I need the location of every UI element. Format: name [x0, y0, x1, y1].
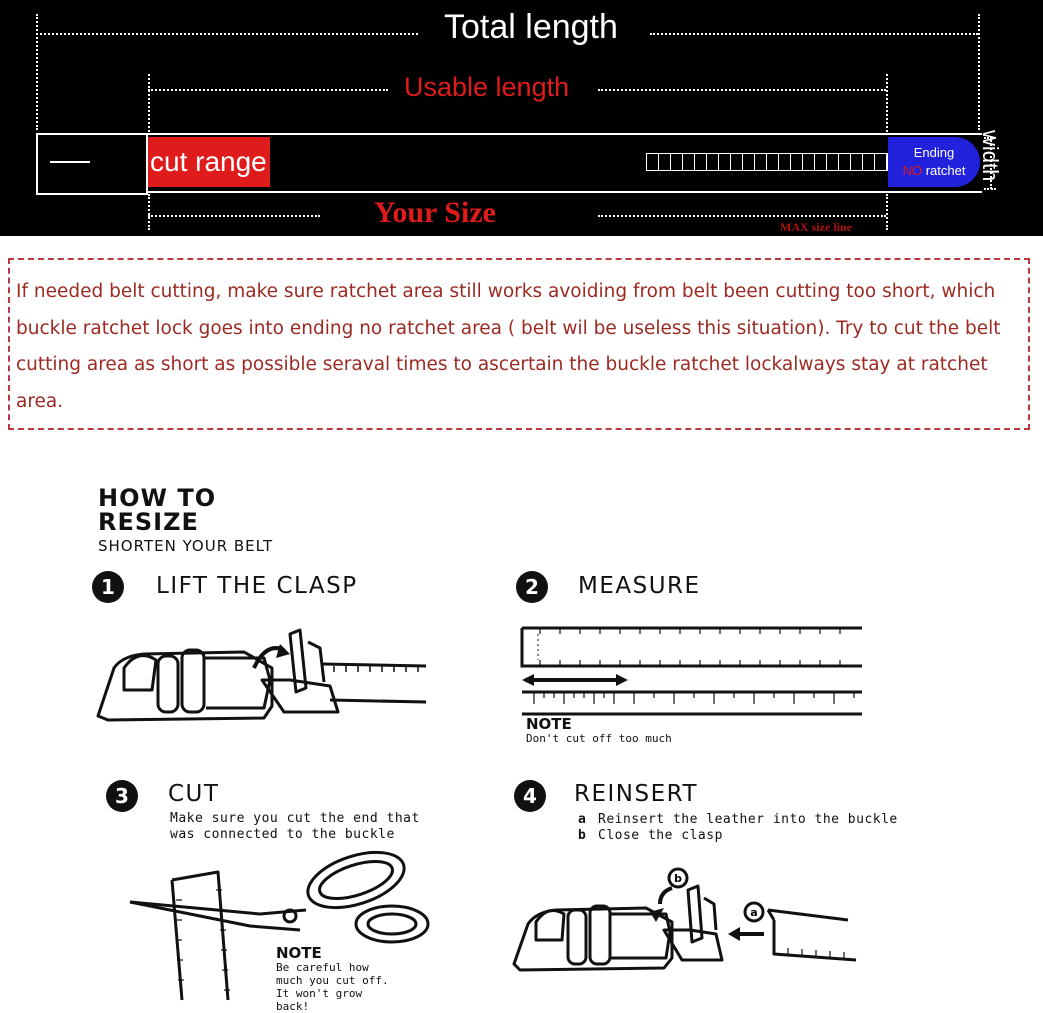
- your-size-line-left: [148, 215, 320, 217]
- step-4-a-label: a: [578, 812, 587, 827]
- guide-subtitle: SHORTEN YOUR BELT: [98, 537, 274, 555]
- usable-length-line-left: [148, 89, 388, 91]
- total-length-left-tick: [36, 14, 38, 130]
- belt-dimension-diagram: [0, 0, 1043, 236]
- your-size-label: Your Size: [374, 196, 496, 229]
- step-1-number: 1: [92, 571, 124, 603]
- illus-label-b: b: [674, 872, 682, 885]
- width-bottom-tick: [984, 188, 996, 190]
- measure-illustration: [520, 624, 866, 716]
- ratchet-teeth: [646, 153, 888, 171]
- step-2-title: MEASURE: [578, 573, 701, 599]
- step-3-title: CUT: [168, 781, 220, 807]
- usable-length-left-tick: [148, 74, 150, 132]
- your-size-right-tick: [886, 194, 888, 230]
- guide-title: HOW TO RESIZE: [98, 484, 217, 536]
- step-3-note-text: Be careful how much you cut off. It won't grow back!: [276, 961, 389, 1013]
- buckle-mark: [50, 161, 90, 163]
- reinsert-illustration: [510, 868, 860, 978]
- warning-note-text: If needed belt cutting, make sure ratchet area still works avoiding from belt been cutting too short, which buckle ratchet lock goes into ending no ratchet area ( belt wil be useless this situation). Try to cut the belt cutting area as short as possible seraval times to ascertain the buckle ratchet lockalways stay at ratchet area.: [16, 281, 1001, 412]
- step-4-number: 4: [514, 780, 546, 812]
- step-3-number: 3: [106, 780, 138, 812]
- usable-length-label: Usable length: [404, 72, 570, 102]
- step-4-title: REINSERT: [574, 781, 698, 807]
- step-1-title: LIFT THE CLASP: [156, 573, 358, 599]
- your-size-line-right: [598, 215, 886, 217]
- ending-no-ratchet-zone: [888, 137, 980, 187]
- step-2-note-title: NOTE: [526, 715, 572, 733]
- total-length-line-right: [650, 33, 978, 35]
- total-length-right-tick: [978, 14, 980, 130]
- ending-label: Ending: [913, 145, 955, 160]
- max-size-line-label: MAX size line: [780, 220, 852, 234]
- step-3-text: Make sure you cut the end that was connected to the buckle: [170, 811, 420, 842]
- step-2-note-text: Don't cut off too much: [526, 732, 672, 745]
- no-ratchet-label: NO ratchet: [902, 163, 966, 178]
- width-label: width: [978, 130, 1003, 182]
- step-2-number: 2: [516, 571, 548, 603]
- buckle-end: [36, 133, 148, 195]
- usable-length-right-tick: [886, 74, 888, 132]
- step-4-b-text: Close the clasp: [598, 828, 723, 843]
- step-4-b-label: b: [578, 828, 587, 843]
- buckle-lift-illustration: [94, 628, 434, 728]
- your-size-left-tick: [148, 194, 150, 230]
- cut-range-zone: cut range: [148, 137, 270, 187]
- step-3-note-title: NOTE: [276, 944, 322, 962]
- usable-length-line-right: [598, 89, 886, 91]
- illus-label-a: a: [750, 906, 758, 919]
- total-length-line-left: [36, 33, 418, 35]
- total-length-label: Total length: [444, 8, 618, 46]
- step-4-a-text: Reinsert the leather into the buckle: [598, 812, 898, 827]
